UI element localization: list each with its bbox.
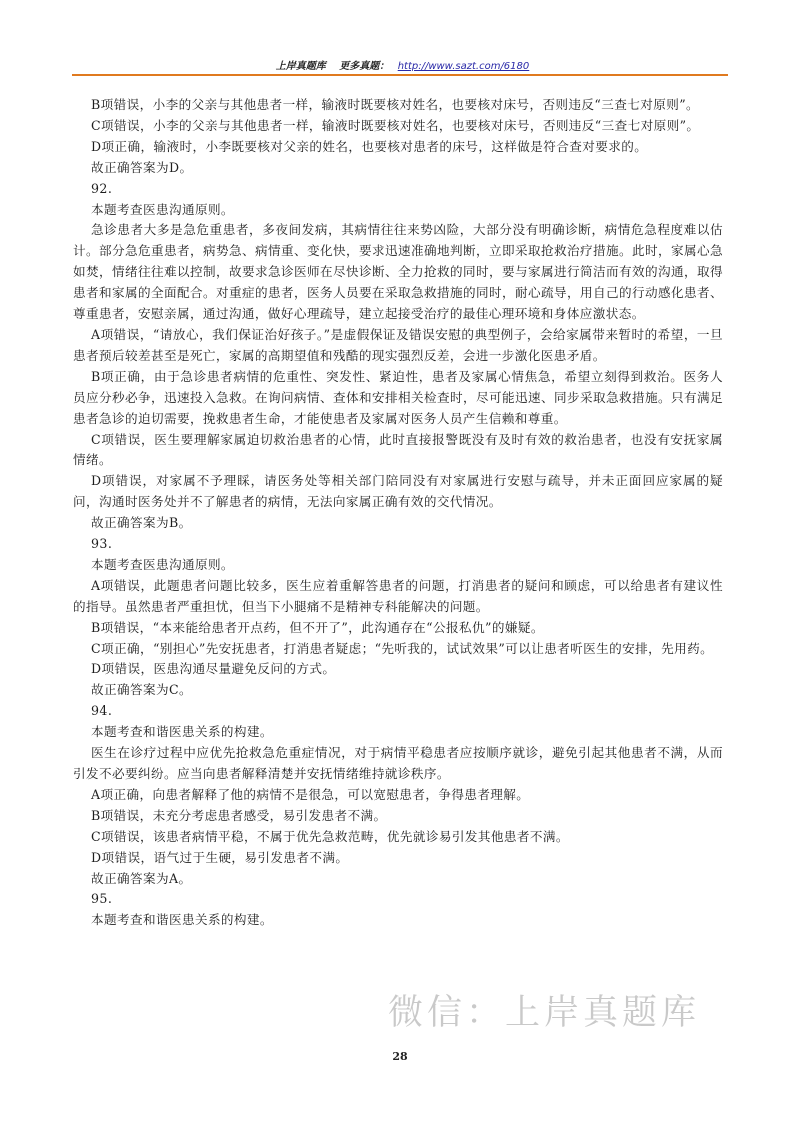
topic-line: 本题考查和谐医患关系的构建。	[91, 724, 273, 740]
header-divider	[72, 74, 728, 76]
page-number: 28	[392, 1050, 408, 1063]
paragraph: C项错误，医生要理解家属迫切救治患者的心情，此时直接报警既没有及时有效的救治患者，也没有安抚家属情绪。	[73, 431, 723, 468]
answer-line: 故正确答案为B。	[91, 515, 192, 531]
header-more-label: 更多真题：	[339, 61, 390, 72]
header-url-link[interactable]: http://www.sazt.com/6180	[397, 61, 530, 72]
question-number: 93.	[91, 536, 113, 552]
paragraph: C项正确，“别担心”先安抚患者，打消患者疑虑；“先听我的，试试效果”可以让患者听医生的安排，先用药。	[91, 640, 714, 656]
topic-line: 本题考查和谐医患关系的构建。	[91, 912, 273, 928]
question-number: 95.	[91, 891, 113, 907]
paragraph: D项错误，语气过于生硬，易引发患者不满。	[91, 849, 349, 865]
answer-line: 故正确答案为A。	[91, 870, 192, 886]
paragraph: B项错误，小李的父亲与其他患者一样，输液时既要核对姓名，也要核对床号，否则违反“三查七对原则”。	[91, 97, 700, 112]
watermark: 微信：上岸真题库	[388, 993, 701, 1033]
paragraph: A项错误，此题患者问题比较多，医生应着重解答患者的问题，打消患者的疑问和顾虑，可以给患者有建议性的指导。虽然患者严重担忧，但当下小腿痛不是精神专科能解决的问题。	[73, 577, 723, 614]
paragraph: B项错误，“本来能给患者开点药，但不开了”，此沟通存在“公报私仇”的嫌疑。	[91, 619, 544, 635]
paragraph: 医生在诊疗过程中应优先抢救急危重症情况，对于病情平稳患者应按顺序就诊，避免引起其他患者不满，从而引发不必要纠纷。应当向患者解释清楚并安抚情绪维持就诊秩序。	[73, 745, 723, 781]
topic-line: 本题考查医患沟通原则。	[91, 556, 234, 572]
question-number: 94.	[91, 703, 113, 719]
paragraph: D项错误，对家属不予理睬，请医务处等相关部门陪同没有对家属进行安慰与疏导，并未正面回应家属的疑问，沟通时医务处并不了解患者的病情，无法向家属正确有效的交代情况。	[73, 473, 723, 510]
paragraph: C项错误，小李的父亲与其他患者一样，输液时既要核对姓名，也要核对床号，否则违反“三查七对原则”。	[91, 117, 700, 133]
answer-line: 故正确答案为D。	[91, 159, 193, 175]
paragraph: D项错误，医患沟通尽量避免反问的方式。	[91, 661, 336, 677]
paragraph: A项正确，向患者解释了他的病情不是很急，可以宽慰患者，争得患者理解。	[91, 786, 530, 802]
paragraph: 急诊患者大多是急危重患者，多夜间发病，其病情往往来势凶险，大部分没有明确诊断，病情危急程度难以估计。部分急危重患者，病势急、病情重、变化快，要求迅速准确地判断，立即采取抢救治疗措施。此时，家属心急如焚，情绪往往难以控制，故要求急诊医师在尽快诊断、全力抢救的同时，要与家属进行简洁而有效的沟通，取得患者和家属的全面配合。对重症的患者，医务人员要在采取急救措施的同时，耐心疏导，用自己的行动感化患者、尊重患者，安慰亲属，通过沟通，做好心理疏导，建立起接受治疗的最佳心理环境和身体应激状态。	[73, 222, 723, 322]
header-site-name: 上岸真题库	[275, 61, 326, 72]
document-body	[73, 95, 723, 931]
paragraph: A项错误，“请放心，我们保证治好孩子。”是虚假保证及错误安慰的典型例子，会给家属带来暂时的希望，一旦患者预后较差甚至是死亡，家属的高期望值和残酷的现实强烈反差，会进一步激化医患矛盾。	[73, 326, 723, 363]
paragraph: B项正确，由于急诊患者病情的危重性、突发性、紧迫性，患者及家属心情焦急，希望立刻得到救治。医务人员应分秒必争，迅速投入急救。在询问病情、查体和安排相关检查时，尽可能迅速、同步采取急救措施。只有满足患者急诊的迫切需要，挽救患者生命，才能使患者及家属对医务人员产生信赖和尊重。	[73, 368, 723, 426]
answer-line: 故正确答案为C。	[91, 682, 192, 698]
page-header	[0, 57, 800, 72]
topic-line: 本题考查医患沟通原则。	[91, 201, 234, 217]
paragraph: B项错误，未充分考虑患者感受，易引发患者不满。	[91, 807, 387, 823]
paragraph: C项错误，该患者病情平稳，不属于优先急救范畴，优先就诊易引发其他患者不满。	[91, 828, 569, 844]
question-number: 92.	[91, 180, 113, 196]
paragraph: D项正确，输液时，小李既要核对父亲的姓名，也要核对患者的床号，这样做是符合查对要求的。	[91, 138, 648, 154]
